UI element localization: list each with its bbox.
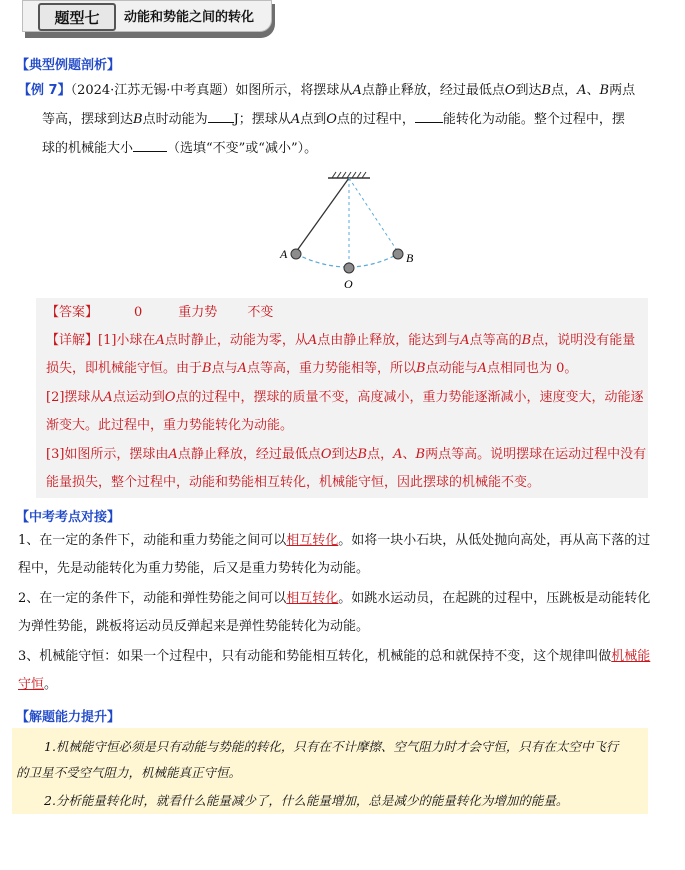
key-term-3b: 守恒: [18, 677, 45, 692]
label-o: O: [344, 277, 353, 291]
exam-point-2: 2、在一定的条件下，动能和弹性势能之间可以相互转化。如跳水运动员，在起跳的过程中，压跳板是动能转化: [18, 591, 651, 606]
answer-value-1: 0: [134, 305, 143, 320]
exam-point-1-cont: 程中，先是动能转化为重力势能，后又是重力势转化为动能。: [18, 561, 370, 576]
answer-value-2: 重力势: [178, 305, 218, 320]
exam-point-3-cont: 守恒。: [18, 677, 58, 692]
question-type-badge: 题型七: [38, 3, 116, 31]
ceiling-hatch: [328, 172, 370, 178]
tip-1: 1.机械能守恒必须是只有动能与势能的转化，只有在不计摩擦、空气阻力时才会守恒，只有在太空中飞行: [44, 739, 619, 754]
example-label: 【例 7】: [18, 83, 71, 98]
detail-line-4: 渐变大。此过程中，重力势能转化为动能。: [46, 418, 294, 433]
header-title: 动能和势能之间的转化: [124, 10, 255, 25]
label-a: A: [280, 247, 288, 261]
ability-heading: 【解题能力提升】: [16, 710, 121, 725]
ball-b: [393, 249, 403, 259]
detail-line-2: 损失，即机械能守恒。由于B点与A点等高，重力势能相等，所以B点动能与A点相同也为 0。: [46, 361, 578, 376]
answer-line: [46, 304, 273, 322]
pendulum-string: [296, 178, 349, 252]
key-term-2: 相互转化: [286, 591, 339, 606]
key-term-1: 相互转化: [286, 533, 339, 548]
ball-a: [291, 249, 301, 259]
answer-blank-2[interactable]: [415, 110, 443, 123]
label-b: B: [406, 251, 414, 265]
answer-blank-3[interactable]: [133, 139, 167, 152]
string-b-dashed: [349, 178, 398, 252]
answer-value-3: 不变: [247, 305, 274, 320]
example-line-2: 等高，摆球到达B点时动能为 J；摆球从A点到O点的过程中， 能转化为动能。整个过程中，摆: [42, 112, 625, 127]
key-term-3a: 机械能: [611, 649, 651, 664]
detail-line-3: [2]摆球从A点运动到O点的过程中，摆球的质量不变，高度减小，重力势能逐渐减小，速度变大，动能逐: [46, 390, 644, 405]
example-heading: 【典型例题剖析】: [16, 58, 121, 73]
tip-1-cont: 的卫星不受空气阻力，机械能真正守恒。: [16, 765, 242, 780]
pendulum-figure: [270, 168, 420, 292]
detail-line-5: [3]如图所示，摆球由A点静止释放，经过最低点O到达B点，A、B两点等高。说明摆球在运动过程中没有: [46, 447, 647, 462]
detail-line-1: 【详解】[1]小球在A点时静止，动能为零，从A点由静止释放，能达到与A点等高的B点，说明没有能量: [46, 333, 636, 348]
ball-o: [344, 263, 354, 273]
answer-blank-1[interactable]: [208, 110, 234, 123]
exam-heading: 【中考考点对接】: [16, 510, 121, 525]
example-line-1: 【例 7】（2024·江苏无锡·中考真题）如图所示，将摆球从A点静止释放，经过最低点O到达B点，A、B两点: [18, 83, 636, 98]
example-line-3: 球的机械能大小 （选填“不变”或“减小”）。: [42, 141, 318, 156]
exam-point-1: 1、在一定的条件下，动能和重力势能之间可以相互转化。如将一块小石块，从低处抛向高处，再从高下落的过: [18, 533, 651, 548]
tip-2: 2.分析能量转化时，就看什么能量减少了，什么能量增加，总是减少的能量转化为增加的能量。: [44, 793, 569, 808]
detail-line-6: 能量损失，整个过程中，动能和势能相互转化，机械能守恒，因此摆球的机械能不变。: [46, 475, 541, 490]
exam-point-3: 3、机械能守恒：如果一个过程中，只有动能和势能相互转化，机械能的总和就保持不变，这个规律叫做机械能: [18, 649, 651, 664]
answer-label: 【答案】: [46, 305, 99, 320]
exam-point-2-cont: 为弹性势能，跳板将运动员反弹起来是弹性势能转化为动能。: [18, 619, 370, 634]
